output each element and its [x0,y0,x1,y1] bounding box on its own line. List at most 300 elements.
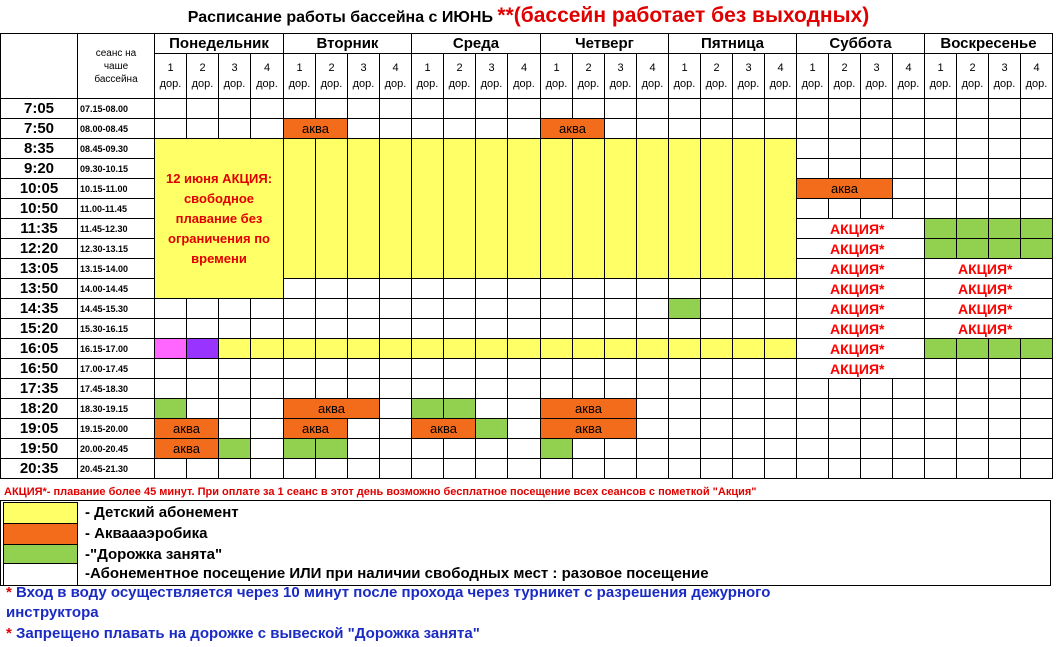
schedule-cell [476,399,508,419]
schedule-cell [733,259,765,279]
day-header-6: Воскресенье [925,34,1053,54]
schedule-cell [989,139,1021,159]
lane-header [765,54,797,99]
schedule-cell [989,159,1021,179]
title-highlight: **(бассейн работает без выходных) [497,4,870,27]
lane-number: 3 [617,62,624,74]
corner-line1: сеанс на [95,47,137,59]
schedule-cell [444,279,476,299]
schedule-cell [893,119,925,139]
schedule-cell [444,399,476,419]
schedule-cell [701,199,733,219]
lane-unit: дор. [577,78,600,90]
schedule-cell [925,199,957,219]
schedule-cell [573,299,605,319]
legend-text-orange: - Акваааэробика [85,525,208,542]
akciya-cell [925,259,1053,279]
lane-number: 4 [392,62,399,74]
schedule-cell [316,219,348,239]
schedule-cell [733,299,765,319]
schedule-cell [541,459,573,479]
legend-swatch-white [3,563,78,586]
schedule-cell [541,219,573,239]
akciya-label: АКЦИЯ* [830,280,885,297]
schedule-cell [155,119,187,139]
lane-unit: дор. [769,78,792,90]
schedule-cell [573,99,605,119]
schedule-cell [989,119,1021,139]
schedule-cell [508,159,541,179]
schedule-cell [380,339,412,359]
lane-number: 3 [488,62,495,74]
schedule-cell [380,119,412,139]
schedule-cell [380,159,412,179]
schedule-cell [155,99,187,119]
schedule-cell [444,319,476,339]
schedule-cell [669,319,701,339]
schedule-cell [925,139,957,159]
schedule-cell [284,159,316,179]
akciya-label: АКЦИЯ* [830,320,885,337]
schedule-cell [765,279,797,299]
day-header-0: Понедельник [155,34,284,54]
schedule-cell [925,439,957,459]
schedule-cell [765,119,797,139]
schedule-cell [637,419,669,439]
schedule-cell [957,339,989,359]
schedule-cell [765,159,797,179]
schedule-cell [957,359,989,379]
schedule-cell [316,139,348,159]
aqua-label: аква [173,441,200,456]
session-range: 20.00-20.45 [78,439,155,459]
lane-number: 1 [937,62,944,74]
schedule-cell [284,359,316,379]
schedule-cell [444,119,476,139]
schedule-cell [669,419,701,439]
schedule-cell [733,399,765,419]
legend-swatch-yellow [3,502,78,525]
schedule-cell [444,139,476,159]
lane-unit: дор. [256,78,278,90]
schedule-cell [1021,339,1053,359]
schedule-cell [316,159,348,179]
schedule-cell [380,359,412,379]
schedule-cell [573,259,605,279]
schedule-cell [893,199,925,219]
aqua-aerobics-cell [155,419,219,439]
schedule-cell [957,199,989,219]
schedule-cell [155,319,187,339]
schedule-cell [412,139,444,159]
schedule-cell [251,99,284,119]
schedule-cell [348,119,380,139]
schedule-cell [284,279,316,299]
schedule-cell [380,179,412,199]
schedule-cell [989,239,1021,259]
header-lanes-row [1,54,1053,99]
session-row [1,359,1053,379]
schedule-cell [412,359,444,379]
schedule-cell [541,379,573,399]
schedule-cell [412,279,444,299]
schedule-cell [284,319,316,339]
schedule-cell [605,339,637,359]
schedule-cell [765,199,797,219]
schedule-cell [765,379,797,399]
session-range: 15.30-16.15 [78,319,155,339]
schedule-cell [219,419,251,439]
schedule-cell [541,99,573,119]
schedule-cell [605,299,637,319]
session-start-time: 10:05 [1,179,78,199]
schedule-cell [348,139,380,159]
schedule-cell [444,299,476,319]
schedule-cell [669,219,701,239]
schedule-cell [829,439,861,459]
lane-header [316,54,348,99]
session-row [1,399,1053,419]
schedule-cell [348,219,380,239]
schedule-cell [637,439,669,459]
schedule-cell [476,379,508,399]
lane-unit: дор. [737,78,760,90]
schedule-cell [765,259,797,279]
schedule-cell [701,279,733,299]
aqua-label: аква [430,421,457,436]
schedule-cell [829,119,861,139]
lane-number: 3 [873,62,880,74]
schedule-cell [893,179,925,199]
schedule-cell [508,379,541,399]
legend [0,500,1051,586]
aqua-label: аква [302,121,329,136]
schedule-cell [765,339,797,359]
schedule-cell [701,299,733,319]
schedule-cell [476,459,508,479]
schedule-cell [861,379,893,399]
schedule-cell [733,439,765,459]
schedule-cell [380,219,412,239]
schedule-cell [989,219,1021,239]
schedule-cell [989,399,1021,419]
schedule-cell [989,339,1021,359]
schedule-cell [348,179,380,199]
lane-header [797,54,829,99]
header-corner-empty [1,34,78,99]
header-session-col [78,34,155,99]
schedule-cell [380,139,412,159]
schedule-cell [541,339,573,359]
schedule-cell [541,259,573,279]
akciya-cell [797,279,925,299]
schedule-cell [508,399,541,419]
schedule-cell [701,379,733,399]
schedule-cell [989,459,1021,479]
header-days-row [1,34,1053,54]
schedule-cell [701,159,733,179]
session-range: 08.00-08.45 [78,119,155,139]
footer-line-1b: инструктора [6,604,99,621]
schedule-cell [733,159,765,179]
lane-unit: дор. [159,78,182,90]
akciya-label: АКЦИЯ* [958,300,1013,317]
aqua-aerobics-cell [541,119,605,139]
aqua-label: аква [559,121,586,136]
akciya-cell [925,279,1053,299]
schedule-cell [957,439,989,459]
schedule-cell [637,119,669,139]
schedule-cell [348,379,380,399]
schedule-cell [925,219,957,239]
schedule-cell [797,119,829,139]
schedule-cell [605,139,637,159]
lane-number: 3 [745,62,752,74]
akciya-label: АКЦИЯ* [830,360,885,377]
schedule-cell [219,319,251,339]
schedule-cell [637,139,669,159]
schedule-cell [669,139,701,159]
schedule-cell [219,339,251,359]
schedule-cell [476,279,508,299]
akciya-note-prefix: АКЦИЯ* [4,486,47,498]
lane-unit: дор. [833,78,856,90]
schedule-cell [573,219,605,239]
schedule-cell [348,239,380,259]
schedule-cell [605,319,637,339]
schedule-cell [155,379,187,399]
aqua-aerobics-cell [412,419,476,439]
lane-number: 4 [649,62,656,74]
schedule-cell [155,359,187,379]
schedule-cell [219,299,251,319]
aqua-aerobics-cell [541,399,637,419]
schedule-cell [733,359,765,379]
akciya-label: АКЦИЯ* [830,260,885,277]
schedule-cell [925,359,957,379]
schedule-cell [380,99,412,119]
schedule-cell [925,339,957,359]
lane-unit: дор. [673,78,696,90]
lane-unit: дор. [480,78,503,90]
schedule-cell [669,359,701,379]
schedule-cell [380,379,412,399]
schedule-cell [508,179,541,199]
schedule-cell [893,159,925,179]
akciya-label: АКЦИЯ* [958,260,1013,277]
schedule-cell [861,99,893,119]
schedule-cell [637,379,669,399]
schedule-cell [219,119,251,139]
schedule-cell [733,239,765,259]
schedule-cell [155,299,187,319]
lane-unit: дор. [320,78,343,90]
session-start-time: 20:35 [1,459,78,479]
schedule-cell [733,319,765,339]
schedule-cell [637,219,669,239]
akciya-label: АКЦИЯ* [830,220,885,237]
session-row [1,99,1053,119]
lane-number: 2 [585,62,592,74]
schedule-cell [380,239,412,259]
schedule-cell [797,99,829,119]
schedule-cell [701,139,733,159]
schedule-cell [348,359,380,379]
lane-unit: дор. [384,78,407,90]
schedule-cell [284,239,316,259]
schedule-cell [861,439,893,459]
day-header-1: Вторник [284,34,412,54]
schedule-cell [957,459,989,479]
schedule-cell [444,339,476,359]
schedule-cell [765,399,797,419]
schedule-cell [444,259,476,279]
schedule-cell [861,419,893,439]
lane-header [348,54,380,99]
schedule-cell [444,359,476,379]
lane-number: 1 [809,62,816,74]
schedule-cell [348,159,380,179]
schedule-cell [444,199,476,219]
schedule-cell [412,199,444,219]
schedule-cell [733,379,765,399]
legend-text-green: -"Дорожка занята" [85,546,223,563]
session-range: 19.15-20.00 [78,419,155,439]
schedule-cell [861,399,893,419]
schedule-cell [348,279,380,299]
schedule-cell [957,399,989,419]
schedule-cell [733,199,765,219]
schedule-cell [284,299,316,319]
schedule-cell [444,239,476,259]
schedule-cell [957,119,989,139]
schedule-cell [476,419,508,439]
schedule-cell [1021,439,1053,459]
akciya-label: АКЦИЯ* [958,280,1013,297]
schedule-cell [989,379,1021,399]
schedule-cell [541,359,573,379]
schedule-cell [701,219,733,239]
schedule-cell [508,419,541,439]
schedule-cell [1021,199,1053,219]
schedule-cell [797,419,829,439]
akciya-note-text: - плавание более 45 минут. При оплате за 1 сеанс в этот день возможно бесплатное посещение всех сеансов с пометкой "Акция" [46,486,757,498]
schedule-cell [605,279,637,299]
schedule-cell [444,439,476,459]
schedule-cell [155,459,187,479]
akciya-label: АКЦИЯ* [830,340,885,357]
schedule-cell [733,139,765,159]
schedule-cell [989,439,1021,459]
session-range: 18.30-19.15 [78,399,155,419]
schedule-cell [476,219,508,239]
schedule-cell [573,459,605,479]
schedule-cell [637,459,669,479]
schedule-cell [508,99,541,119]
aqua-aerobics-cell [155,439,219,459]
aqua-label: аква [302,421,329,436]
akciya-cell [797,299,925,319]
corner-line3: бассейна [94,73,138,85]
session-range: 07.15-08.00 [78,99,155,119]
schedule-cell [348,259,380,279]
schedule-cell [316,199,348,219]
lane-unit: дор. [545,78,568,90]
schedule-table [0,33,1053,479]
lane-unit: дор. [1025,78,1048,90]
akciya-cell [797,319,925,339]
schedule-cell [412,259,444,279]
schedule-cell [573,319,605,339]
schedule-cell [541,279,573,299]
schedule-cell [380,299,412,319]
session-range: 14.00-14.45 [78,279,155,299]
schedule-cell [669,259,701,279]
schedule-cell [476,199,508,219]
schedule-cell [1021,359,1053,379]
schedule-cell [541,439,573,459]
schedule-cell [957,239,989,259]
schedule-cell [669,339,701,359]
schedule-cell [476,359,508,379]
schedule-cell [957,379,989,399]
schedule-cell [1021,219,1053,239]
schedule-cell [251,319,284,339]
schedule-cell [284,459,316,479]
schedule-cell [925,119,957,139]
session-row [1,379,1053,399]
session-range: 09.30-10.15 [78,159,155,179]
lane-header [380,54,412,99]
schedule-cell [669,299,701,319]
akciya-label: АКЦИЯ* [830,300,885,317]
lane-header [251,54,284,99]
schedule-cell [925,419,957,439]
legend-text-white: -Абонементное посещение ИЛИ при наличии свободных мест : разовое посещение [85,565,709,582]
akciya-cell [797,359,925,379]
schedule-cell [284,199,316,219]
lane-header [637,54,669,99]
schedule-cell [444,459,476,479]
schedule-cell [573,359,605,379]
legend-swatch-orange [3,523,78,546]
schedule-cell [380,199,412,219]
aqua-label: аква [318,401,345,416]
lane-number: 4 [520,62,528,74]
schedule-cell [444,219,476,239]
schedule-cell [412,299,444,319]
schedule-cell [476,99,508,119]
schedule-cell [348,439,380,459]
lane-header [573,54,605,99]
schedule-cell [925,379,957,399]
lane-unit: дор. [641,78,664,90]
lane-header [541,54,573,99]
schedule-cell [348,99,380,119]
schedule-cell [669,99,701,119]
schedule-cell [765,319,797,339]
schedule-cell [797,459,829,479]
session-start-time: 8:35 [1,139,78,159]
lane-header [733,54,765,99]
session-row [1,439,1053,459]
schedule-cell [284,99,316,119]
schedule-cell [348,419,380,439]
lane-header [605,54,637,99]
schedule-cell [957,99,989,119]
schedule-cell [605,359,637,379]
schedule-cell [187,119,219,139]
